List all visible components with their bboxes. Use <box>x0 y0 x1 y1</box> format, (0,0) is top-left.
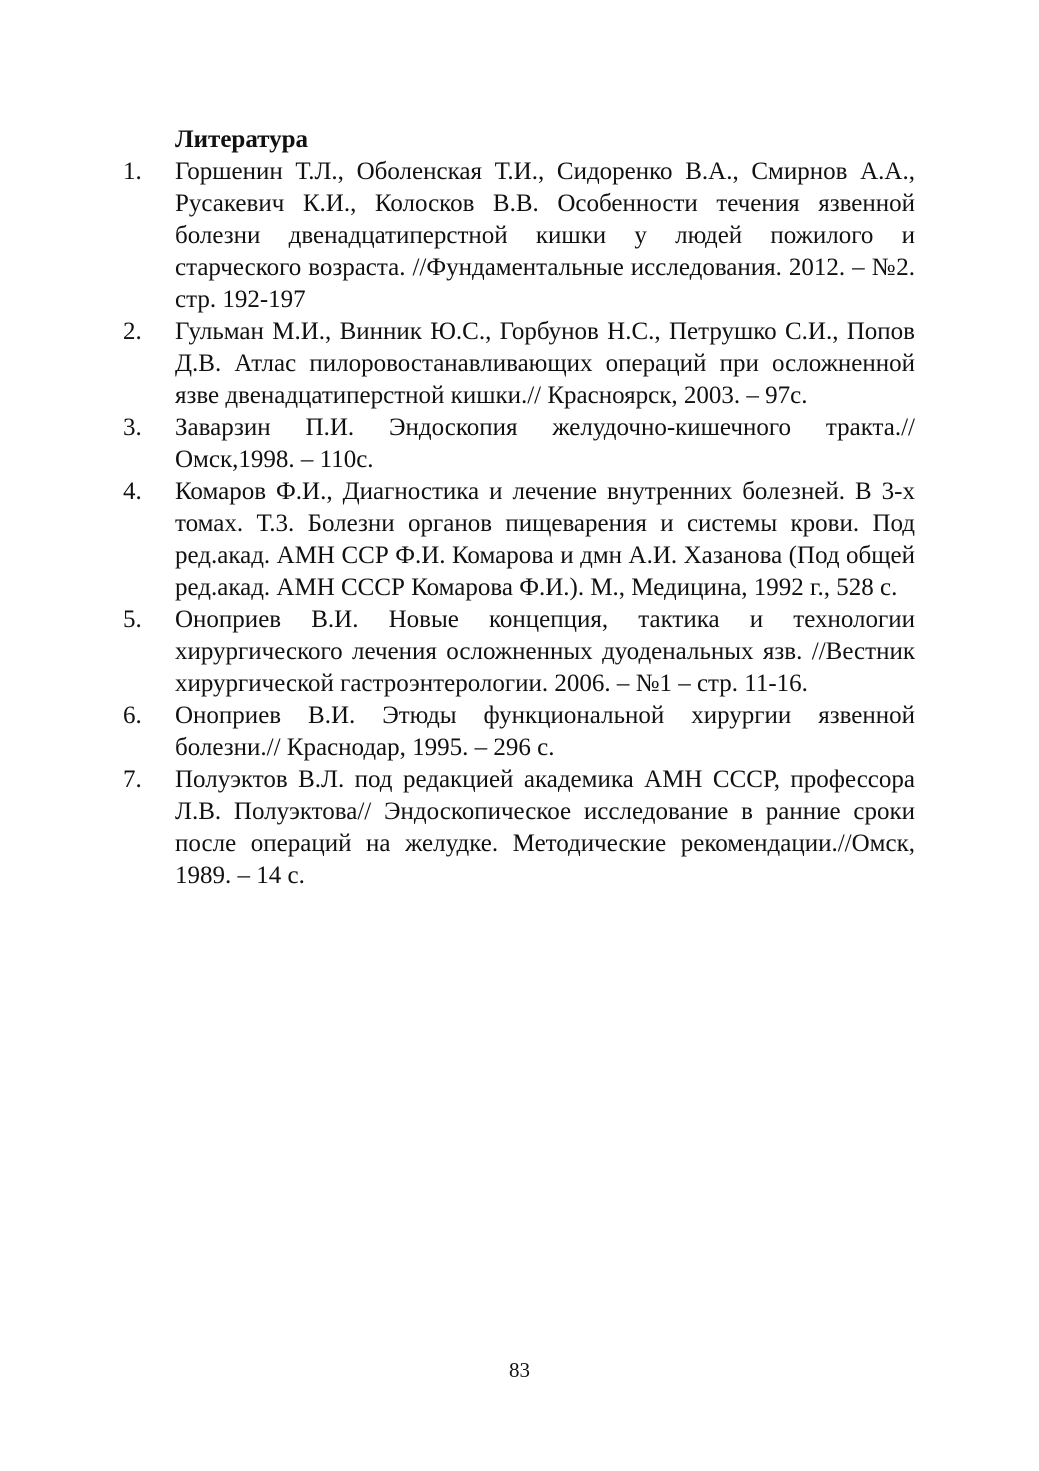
reference-text: Заварзин П.И. Эндоскопия желудочно-кишечного тракта.//Омск,1998. – 110с. <box>175 414 915 473</box>
reference-text: Комаров Ф.И., Диагностика и лечение внутренних болезней. В 3-х томах. Т.3. Болезни органов пищеварения и системы крови. Под ред.акад. АМН ССР Ф.И. Комарова и дмн А.И. Хазанова (Под общей ред.акад. АМН СССР Комарова Ф.И.). М., Медицина, 1992 г., 528 с. <box>175 478 915 601</box>
reference-text: Горшенин Т.Л., Оболенская Т.И., Сидоренко В.А., Смирнов А.А., Русакевич К.И., Колосков В.В. Особенности течения язвенной болезни двенадцатиперстной кишки у людей пожилого и старческого возраста. //Фундаментальные исследования. 2012. – №2. стр. 192-197 <box>175 158 915 313</box>
reference-item <box>123 604 915 700</box>
reference-item <box>123 156 915 316</box>
page-number: 83 <box>509 1358 530 1382</box>
reference-number: 7. <box>123 766 142 793</box>
reference-number: 4. <box>123 478 142 505</box>
reference-item <box>123 412 915 476</box>
reference-text: Оноприев В.И. Новые концепция, тактика и технологии хирургического лечения осложненных дуоденальных язв. //Вестник хирургической гастроэнтерологии. 2006. – №1 – стр. 11-16. <box>175 606 915 697</box>
reference-number: 5. <box>123 606 142 633</box>
reference-number: 3. <box>123 414 142 441</box>
reference-list <box>123 156 915 892</box>
reference-item <box>123 476 915 604</box>
reference-text: Гульман М.И., Винник Ю.С., Горбунов Н.С., Петрушко С.И., Попов Д.В. Атлас пилоровостанавливающих операций при осложненной язве двенадцатиперстной кишки.// Красноярск, 2003. – 97с. <box>175 318 915 409</box>
reference-item <box>123 316 915 412</box>
reference-text: Полуэктов В.Л. под редакцией академика АМН СССР, профессора Л.В. Полуэктова// Эндоскопическое исследование в ранние сроки после операций на желудке. Методические рекомендации.//Омск, 1989. – 14 с. <box>175 766 915 889</box>
reference-item <box>123 700 915 764</box>
reference-number: 1. <box>123 158 142 185</box>
reference-text: Оноприев В.И. Этюды функциональной хирургии язвенной болезни.// Краснодар, 1995. – 296 с. <box>175 702 915 761</box>
reference-item <box>123 764 915 892</box>
page-content <box>123 124 915 892</box>
reference-number: 6. <box>123 702 142 729</box>
reference-number: 2. <box>123 318 142 345</box>
section-heading: Литература <box>175 126 309 153</box>
